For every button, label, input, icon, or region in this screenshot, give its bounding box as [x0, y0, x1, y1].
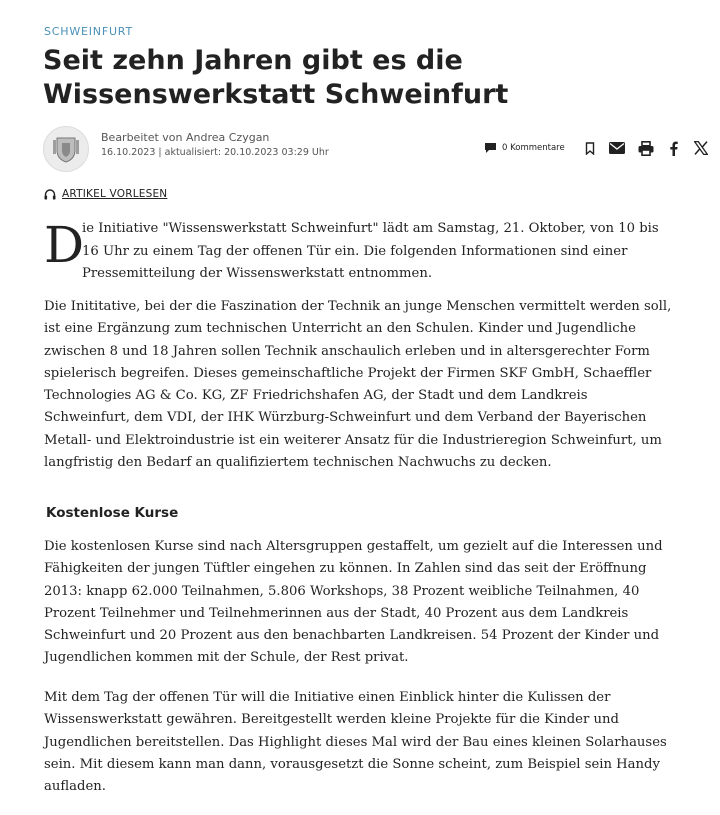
facebook-share-button[interactable] — [669, 141, 678, 156]
coat-of-arms-icon — [51, 134, 81, 164]
drop-cap: D — [44, 216, 85, 274]
x-share-button[interactable] — [694, 141, 708, 155]
print-icon — [638, 141, 654, 156]
print-button[interactable] — [638, 141, 654, 156]
article-kicker[interactable]: SCHWEINFURT — [44, 25, 133, 38]
body-paragraph-1: Die Inititative, bei der die Faszination der Technik an junge Menschen vermittelt werden soll, ist eine Ergänzung zum technischen Unterricht an den Schulen. Kinder und Jugendliche zwischen 8 und 18 Jahren sollen Technik anschaulich erleben und in altersgerechter Form spielerisch begreifen. Dieses gemeinschaftliche Projekt der Firmen SKF GmbH, Schaeffler Technologies AG & Co. KG, ZF Friedrichshafen AG, der Stadt und dem Landkreis Schweinfurt, dem VDI, der IHK Würzburg-Schweinfurt und dem Verband der Bayerischen Metall- und Elektroindustrie ist ein weiterer Ansatz für die Industrieregion Schweinfurt, um langfristig den Bedarf an qualifiziertem technischen Nachwuchs zu decken. — [44, 299, 672, 471]
body-paragraph-2: Die kostenlosen Kurse sind nach Altersgruppen gestaffelt, um gezielt auf die Interessen und Fähigkeiten der jungen Tüftler eingehen zu können. In Zahlen sind das seit der Eröffnung 2013: knapp 62.000 Teilnahmen, 5.806 Workshops, 38 Prozent weibliche Teilnahmen, 40 Prozent Teilnehmer und Teilnehmerinnen aus der Stadt, 40 Prozent aus dem Landkreis Schweinfurt und 20 Prozent aus den benachbarten Landkreisen. 54 Prozent der Kinder und Jugendlichen kommen mit der Schule, der Rest privat. — [44, 539, 663, 666]
bookmark-icon — [585, 142, 595, 155]
article-lead — [44, 218, 674, 286]
x-icon — [694, 141, 708, 155]
author-byline: Bearbeitet von Andrea Czygan — [101, 131, 270, 144]
publish-date: 16.10.2023 | aktualisiert: 20.10.2023 03:29 Uhr — [101, 147, 329, 158]
article-headline: Seit zehn Jahren gibt es die Wissenswerkstatt Schweinfurt — [43, 45, 509, 110]
comments-button[interactable] — [484, 142, 565, 154]
email-share-button[interactable] — [609, 142, 625, 154]
mail-icon — [609, 142, 625, 154]
section-heading: Kostenlose Kurse — [46, 505, 179, 521]
body-paragraph-3: Mit dem Tag der offenen Tür will die Initiative einen Einblick hinter die Kulissen der Wissenswerkstatt gewähren. Bereitgestellt werden kleine Projekte für die Kinder und Jugendlichen bereitstellen. Das Highlight dieses Mal wird der Bau eines kleinen Solarhauses sein. Mit diesem kann man dann, vorausgesetzt die Sonne scheint, zum Beispiel sein Handy aufladen. — [44, 690, 667, 795]
headphones-icon — [44, 189, 56, 200]
author-avatar — [43, 126, 89, 172]
comments-count: 0 Kommentare — [502, 143, 565, 153]
read-aloud-label: ARTIKEL VORLESEN — [62, 188, 168, 200]
bookmark-button[interactable] — [585, 142, 595, 155]
lead-paragraph: ie Initiative "Wissenswerkstatt Schweinfurt" lädt am Samstag, 21. Oktober, von 10 bis 16 Uhr zu einem Tag der offenen Tür ein. Die folgenden Informationen sind einer Pressemitteilung der Wissenswerkstatt entnommen. — [82, 221, 659, 281]
read-aloud-button[interactable] — [44, 188, 167, 200]
facebook-icon — [669, 141, 678, 156]
article-toolbar — [484, 138, 708, 158]
comment-icon — [484, 142, 497, 154]
